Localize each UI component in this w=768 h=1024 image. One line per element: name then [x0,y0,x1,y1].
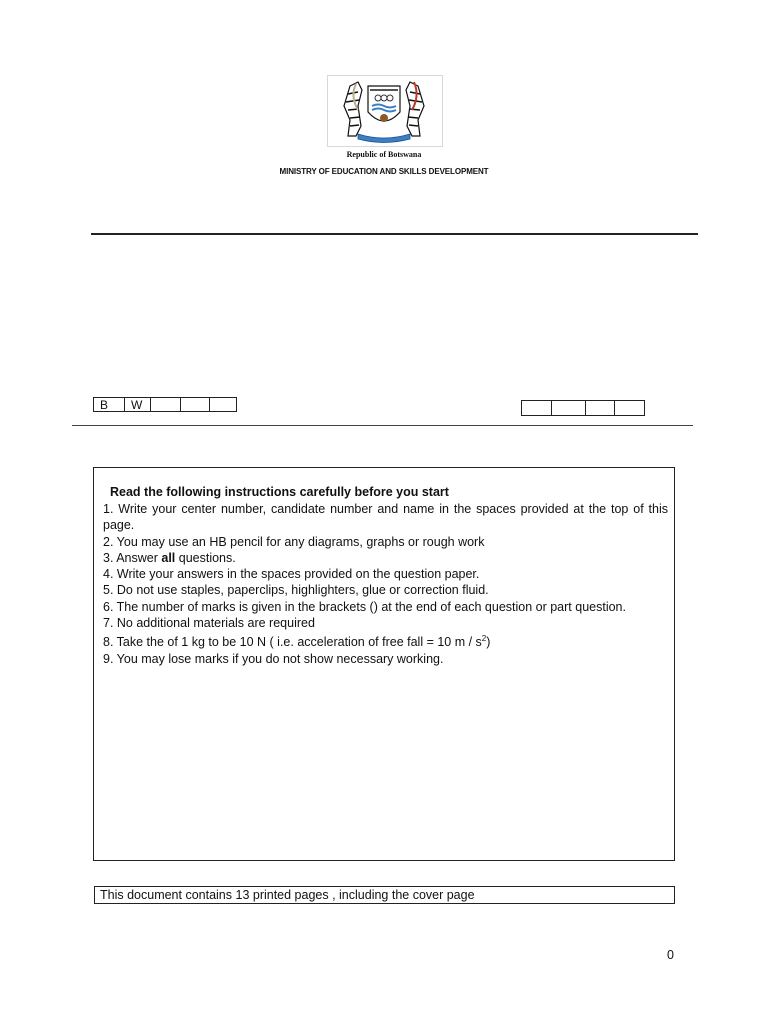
instruction-item: 5. Do not use staples, paperclips, highlighters, glue or correction fluid. [103,583,489,598]
centre-box[interactable] [585,400,615,416]
instruction-item: 6. The number of marks is given in the brackets () at the end of each question or part question. [103,599,626,614]
botswana-coat-of-arms-icon [327,75,443,147]
instruction-item: 2. You may use an HB pencil for any diagrams, graphs or rough work [103,534,485,549]
instruction-text: 3. Answer [103,550,162,565]
instruction-text: questions. [175,550,236,565]
header-divider [91,233,698,235]
instruction-text: 8. Take the of 1 kg to be 10 N ( i.e. acceleration of free fall = 10 m / s [103,635,482,650]
section-divider [72,425,693,426]
candidate-box[interactable] [180,397,210,412]
centre-box[interactable] [614,400,645,416]
instructions-list [103,501,668,667]
instruction-item: 7. No additional materials are required [103,616,315,631]
ministry-label: MINISTRY OF EDUCATION AND SKILLS DEVELOPMENT [279,167,489,176]
candidate-number-boxes [94,397,237,412]
instruction-item [103,550,668,566]
instruction-text: ) [486,635,491,650]
instruction-item: 1. Write your center number, candidate number and name in the spaces provided at the top of this page. [103,502,668,533]
centre-box[interactable] [521,400,552,416]
republic-label: Republic of Botswana [346,150,422,159]
candidate-box[interactable]: B [93,397,125,412]
candidate-box[interactable] [209,397,237,412]
instruction-superscript: 2 [481,634,487,644]
candidate-box[interactable] [150,397,181,412]
centre-box[interactable] [551,400,586,416]
instruction-item: 4. Write your answers in the spaces provided on the question paper. [103,567,480,582]
candidate-box[interactable]: W [124,397,151,412]
instruction-emphasis: all [161,550,176,565]
instruction-item [103,631,668,650]
page-count-note: This document contains 13 printed pages , including the cover page [94,886,675,904]
instructions-title: Read the following instructions carefully before you start [110,485,449,499]
page-number: 0 [667,948,674,962]
instruction-item: 9. You may lose marks if you do not show necessary working. [103,651,444,666]
instructions-box [93,467,675,861]
centre-number-boxes [522,400,645,416]
